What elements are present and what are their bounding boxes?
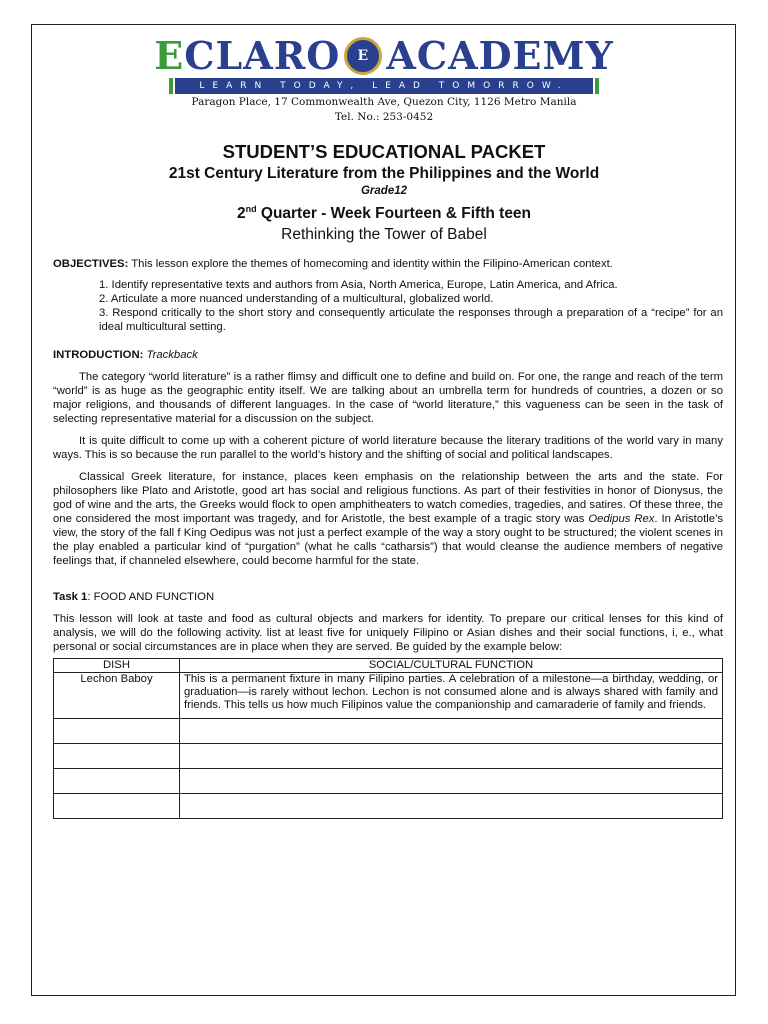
quarter-number: 2 [236,205,246,223]
task1-intro: This lesson will look at taste and food as cultural objects and markers for identity. To prepare our critical lenses for this kind of analysis, we will do the following activity. list at least five for uniquely Filipino or Asian dishes and their social functions, i, e., what personal or social circumstances are in place when they are served. Be guided by the example below: [53,613,723,653]
grade-label: Grade12 [360,185,408,197]
table-row [54,769,723,794]
objectives-text: This lesson explore the themes of homecoming and identity within the Filipino-American context. [128,258,613,270]
school-tagline: LEARN TODAY, LEAD TOMORROW. [175,78,593,94]
intro-paragraph-2: It is quite difficult to come up with a coherent picture of world literature because the literary traditions of the world vary in many ways. This is so because the run parallel to the world’s history and the shifting of social and political landscapes. [53,435,723,461]
empty-dish-cell[interactable] [54,744,180,769]
empty-dish-cell[interactable] [54,719,180,744]
objective-item: 1. Identify representative texts and authors from Asia, North America, Europe, Latin America, and Africa. [99,279,618,291]
objectives-paragraph [53,257,723,271]
empty-function-cell[interactable] [180,769,723,794]
table-row [54,673,723,719]
dish-function-table [53,658,723,819]
table-row [54,794,723,819]
quarter-suffix: nd [245,204,257,214]
function-column-header: SOCIAL/CULTURAL FUNCTION [180,659,723,673]
empty-function-cell[interactable] [180,794,723,819]
objectives-label: OBJECTIVES: [53,258,129,270]
school-tel: Tel. No.: 253-0452 [334,111,434,123]
school-logo [0,34,768,78]
example-function-cell: This is a permanent fixture in many Filipino parties. A celebration of a milestone—a birthday, wedding, or graduation—is rarely without lechon. Lechon is not consumed alone and is always shared with family and friends. This tells us how much Filipinos value the companionship and camaraderie of family and friends. [180,673,723,719]
empty-dish-cell[interactable] [54,769,180,794]
empty-function-cell[interactable] [180,744,723,769]
topic-title: Rethinking the Tower of Babel [281,226,487,244]
logo-name-part2: ACADEMY [386,33,614,78]
objective-item: 2. Articulate a more nuanced understanding of a multicultural, globalized world. [99,293,494,305]
task1-label: Task 1 [53,591,88,603]
logo-name-part1: CLARO [184,33,341,78]
table-row [54,744,723,769]
example-dish-cell: Lechon Baboy [54,673,180,719]
logo-first-letter: E [154,33,185,78]
table-row [54,719,723,744]
packet-content [53,257,723,819]
introduction-subtitle: Trackback [146,349,198,361]
dish-column-header: DISH [54,659,180,673]
oedipus-rex-title: Oedipus Rex [588,513,655,525]
objectives-list [99,278,723,334]
task1-title: : FOOD AND FUNCTION [87,591,215,603]
task1-heading [53,590,723,604]
subject-title: 21st Century Literature from the Philippines and the World [168,165,600,182]
quarter-rest: Quarter - Week Fourteen & Fifth teen [256,205,532,223]
empty-dish-cell[interactable] [54,794,180,819]
introduction-heading [53,348,723,362]
school-header [0,34,768,124]
empty-function-cell[interactable] [180,719,723,744]
school-address: Paragon Place, 17 Commonwealth Ave, Quezon City, 1126 Metro Manila [191,96,577,108]
quarter-title [0,198,768,225]
intro-paragraph-3 [53,470,723,568]
objective-item: 3. Respond critically to the short story and consequently articulate the responses through a preparation of a “recipe” for an ideal multicultural setting. [99,307,723,333]
para3-text-before: Classical Greek literature, for instance, places keen emphasis on the relationship between the arts and the state. For philosophers like Plato and Aristotle, good art has social and religious functions. As part of their festivities in honor of Dionysus, the god of wine and the arts, the Greeks would flock to open amphitheaters to watch comedies, tragedies, and satires. Of these three, the one considered the most important was tragedy, and for Aristotle, the best example of a tragic story was [53,471,723,525]
intro-paragraph-1: The category “world literature” is a rather flimsy and difficult one to define and build on. For one, the range and reach of the term “world” is as huge as the geographic entity itself. We are talking about an umbrella term for hundreds of countries, a dozen or so major religions, and thousands of different languages. In the case of “world literature,” this vagueness can be seen in the task of selecting representative material for a discussion on the subject. [53,371,723,425]
packet-title-block [0,140,768,245]
packet-title: STUDENT’S EDUCATIONAL PACKET [222,141,546,162]
para3-text-after: . In Aristotle’s view, the story of the fall f King Oedipus was not just a perfect example of the way a story ought to be structured; the violent scenes in the play enabled a particular kind of “purgation” (what he calls “catharsis”) that would cleanse the audience members of negative feelings that, if channeled elsewhere, could become harmful for the state. [53,513,723,567]
seal-letter: E [357,48,370,64]
school-seal-icon [344,37,382,75]
introduction-label: INTRODUCTION: [53,349,144,361]
table-header-row [54,659,723,673]
